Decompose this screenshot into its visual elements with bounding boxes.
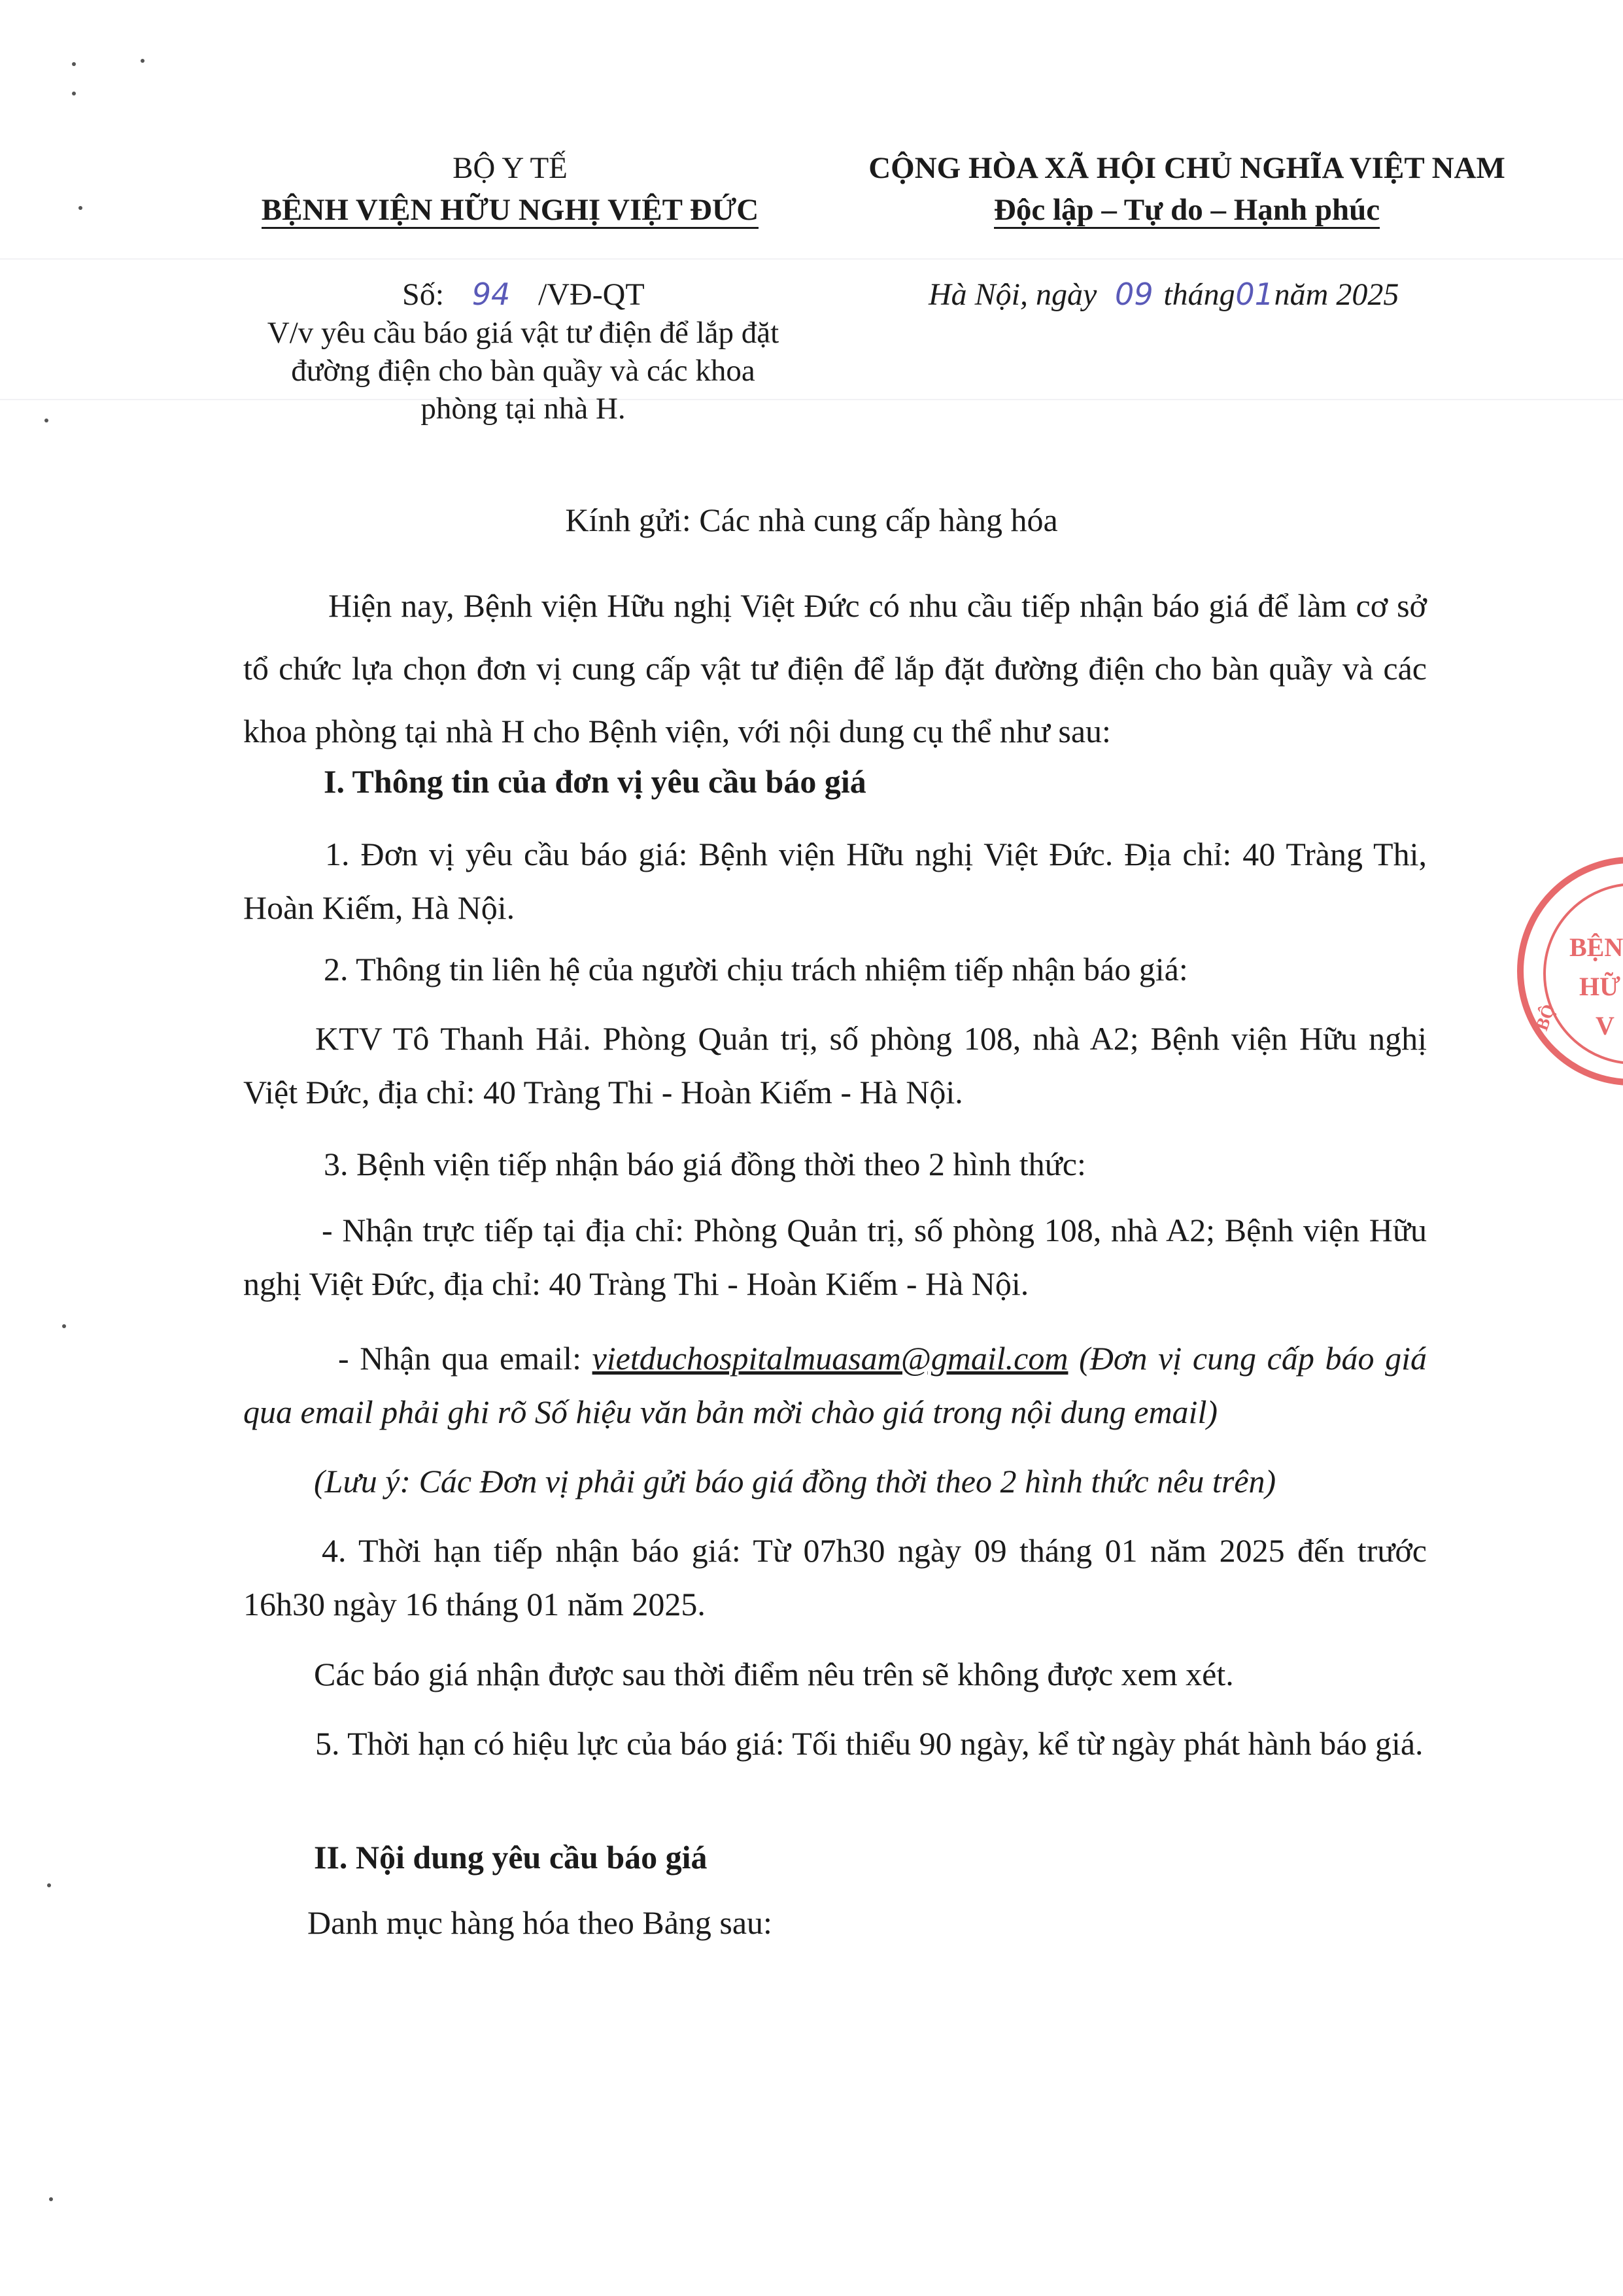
hospital-name: BỆNH VIỆN HỮU NGHỊ VIỆT ĐỨC [242,189,778,231]
intro-paragraph: Hiện nay, Bệnh viện Hữu nghị Việt Đức có nhu cầu tiếp nhận báo giá để làm cơ sở tổ chức lựa chọn đơn vị cung cấp vật tư điện để lắp đặt đường điện cho bàn quầy và các khoa phòng tại nhà H cho Bệnh viện, với nội dung cụ thể như sau: [243,587,1427,749]
subject-line: đường điện cho bàn quầy và các khoa [291,354,755,388]
item-1: 1. Đơn vị yêu cầu báo giá: Bệnh viện Hữu nghị Việt Đức. Địa chỉ: 40 Tràng Thi, Hoàn Kiếm, Hà Nội. [243,836,1427,926]
scan-speck [62,1324,66,1328]
item-3-title: 3. Bệnh viện tiếp nhận báo giá đồng thời theo 2 hình thức: [324,1146,1086,1182]
item-3-direct: - Nhận trực tiếp tại địa chỉ: Phòng Quản trị, số phòng 108, nhà A2; Bệnh viện Hữu nghị Việt Đức, địa chỉ: 40 Tràng Thi - Hoàn Kiếm - Hà Nội. [243,1212,1427,1302]
item-3-email: - Nhận qua email: vietduchospitalmuasam@gmail.com (Đơn vị cung cấp báo giá qua email phải ghi rõ Số hiệu văn bản mời chào giá trong nội dung email) [243,1340,1427,1430]
scan-speck [49,2197,53,2201]
email-link[interactable]: vietduchospitalmuasam@gmail.com [592,1340,1068,1377]
subject-line: V/v yêu cầu báo giá vật tư điện để lắp đặt [267,316,779,350]
handwritten-month: 01 [1235,277,1274,312]
section-2-title: II. Nội dung yêu cầu báo giá [314,1839,708,1876]
header-right [844,147,1530,231]
scan-speck [72,92,76,95]
document-number: Số: 94 /VĐ-QT [402,271,645,318]
item-5: 5. Thời hạn có hiệu lực của báo giá: Tối thiểu 90 ngày, kể từ ngày phát hành báo giá. [315,1725,1424,1762]
date-line: Hà Nội, ngày 09 tháng01năm 2025 [929,271,1399,318]
hospital-stamp: BỆN HỮ V BỘ [1517,857,1623,1086]
country-name: CỘNG HÒA XÃ HỘI CHỦ NGHĨA VIỆT NAM [868,151,1505,185]
subject-block [222,314,824,428]
scan-artifact [0,258,1623,260]
handwritten-day: 09 [1115,277,1153,312]
handwritten-number: 94 [471,277,511,312]
item-4: 4. Thời hạn tiếp nhận báo giá: Từ 07h30 ngày 09 tháng 01 năm 2025 đến trước 16h30 ngày 16 tháng 01 năm 2025. [243,1532,1427,1622]
item-2-title: 2. Thông tin liên hệ của người chịu trách nhiệm tiếp nhận báo giá: [324,951,1188,987]
item-4-note: Các báo giá nhận được sau thời điểm nêu trên sẽ không được xem xét. [314,1656,1234,1692]
salutation: Kính gửi: Các nhà cung cấp hàng hóa [565,502,1058,538]
ministry-name: BỘ Y TẾ [453,151,568,185]
subject-line: phòng tại nhà H. [420,392,626,426]
list-intro: Danh mục hàng hóa theo Bảng sau: [307,1904,772,1941]
scan-speck [47,1883,51,1887]
national-motto: Độc lập – Tự do – Hạnh phúc [844,189,1530,231]
item-3-note: (Lưu ý: Các Đơn vị phải gửi báo giá đồng thời theo 2 hình thức nêu trên) [314,1463,1276,1499]
item-2-body: KTV Tô Thanh Hải. Phòng Quản trị, số phòng 108, nhà A2; Bệnh viện Hữu nghị Việt Đức, địa chỉ: 40 Tràng Thi - Hoàn Kiếm - Hà Nội. [243,1020,1427,1110]
header-left [242,147,778,231]
scan-speck [72,62,76,66]
section-1-title: I. Thông tin của đơn vị yêu cầu báo giá [324,763,866,800]
scan-speck [44,419,48,422]
scan-speck [141,59,145,63]
scan-speck [78,206,82,210]
